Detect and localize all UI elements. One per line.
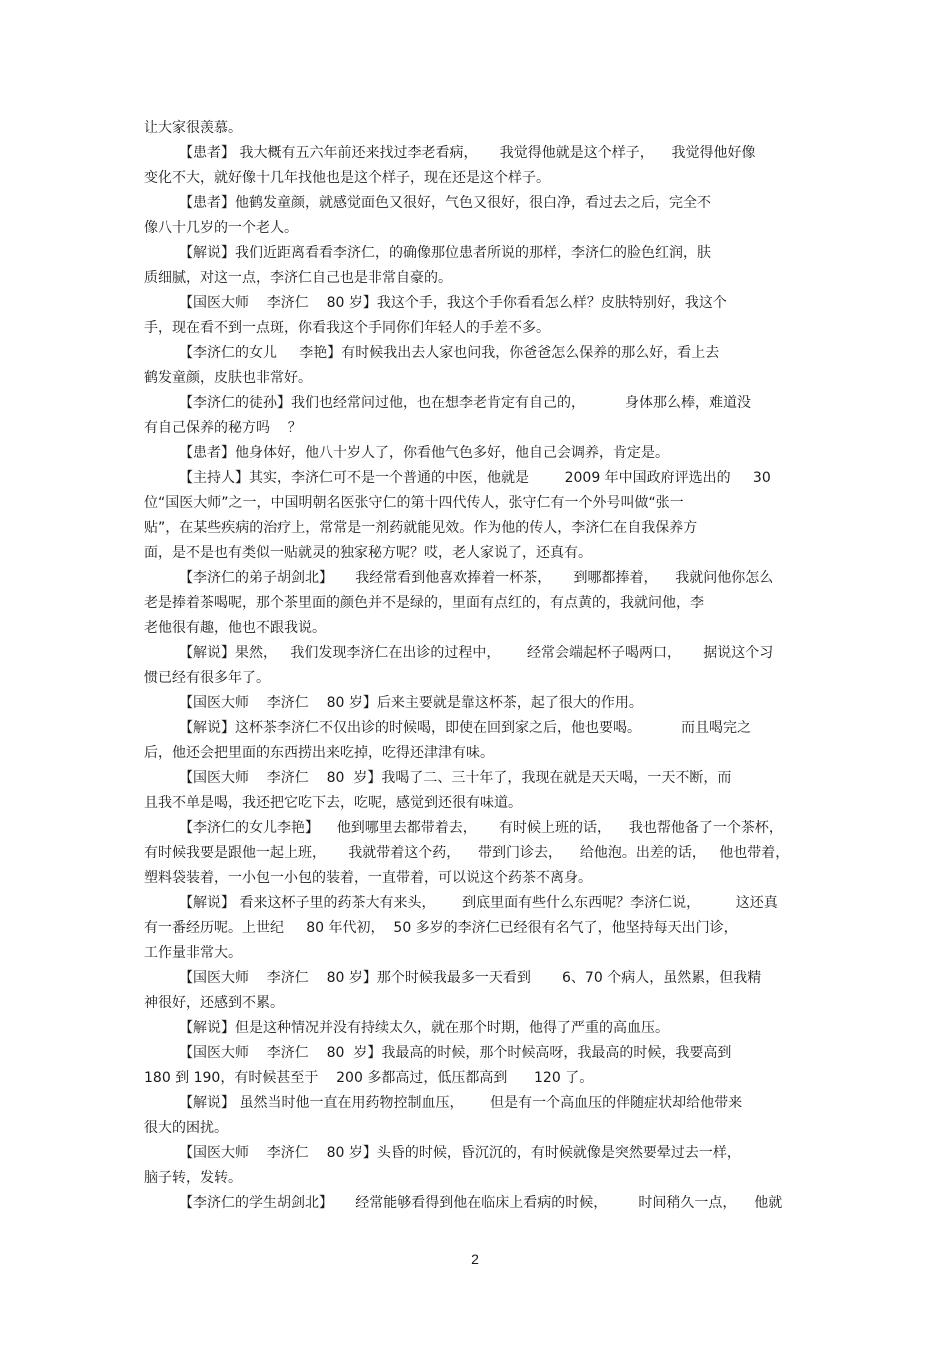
paragraph-first-line: 【李济仁的女儿 李艳】有时候我出去人家也问我，你爸爸怎么保养的那么好，看上去 [179, 345, 720, 361]
paragraph-first-line: 【主持人】其实，李济仁可不是一个普通的中医，他就是 2009 年中国政府评选出的 30 [179, 470, 771, 486]
paragraph-first-line: 【国医大师 李济仁 80 岁】那个时候我最多一天看到 6、70 个病人，虽然累，但我精 [179, 970, 762, 986]
paragraph-first-line: 【患者】他身体好，他八十岁人了，你看他气色多好，他自己会调养，肯定是。 [179, 445, 669, 461]
paragraph-line: 像八十几岁的一个老人。 [144, 220, 298, 236]
paragraph-first-line: 【解说】这杯茶李济仁不仅出诊的时候喝，即使在回到家之后，他也要喝。 而且喝完之 [179, 720, 752, 736]
paragraph-first-line: 【国医大师 李济仁 80 岁】我这个手，我这个手你看看怎么样？皮肤特别好，我这个 [179, 295, 727, 311]
paragraph-line: 且我不单是喝，我还把它吃下去，吃呢，感觉到还很有味道。 [144, 795, 522, 811]
paragraph-line: 180 到 190，有时候甚至于 200 多都高过，低压都高到 120 了。 [144, 1070, 594, 1086]
paragraph-first-line: 【国医大师 李济仁 80 岁】我最高的时候，那个时候高呀，我最高的时候，我要高到 [179, 1045, 732, 1061]
body-text [144, 116, 809, 1216]
paragraph-line: 鹤发童颜，皮肤也非常好。 [144, 370, 312, 386]
paragraph-line: 让大家很羡慕。 [144, 120, 242, 136]
paragraph-line: 变化不大，就好像十几年找他也是这个样子，现在还是这个样子。 [144, 170, 550, 186]
paragraph-line: 塑料袋装着，一小包一小包的装着，一直带着，可以说这个药茶不离身。 [144, 870, 592, 886]
paragraph-line: 老是捧着茶喝呢，那个茶里面的颜色并不是绿的，里面有点红的，有点黄的，我就问他，李 [144, 595, 704, 611]
paragraph-first-line: 【国医大师 李济仁 80 岁】头昏的时候，昏沉沉的，有时候就像是突然要晕过去一样， [179, 1145, 741, 1161]
paragraph-first-line: 【解说】 虽然当时他一直在用药物控制血压， 但是有一个高血压的伴随症状却给他带来 [179, 1095, 743, 1111]
paragraph-line: 工作量非常大。 [144, 945, 242, 961]
paragraph-line: 有时候我要是跟他一起上班， 我就带着这个药， 带到门诊去， 给他泡。出差的话， 他也带着， [144, 845, 790, 861]
paragraph-line: 神很好，还感到不累。 [144, 995, 284, 1011]
paragraph-first-line: 【李济仁的徒孙】我们也经常问过他，也在想李老肯定有自己的， 身体那么棒，难道没 [179, 395, 752, 411]
paragraph-first-line: 【解说】果然， 我们发现李济仁在出诊的过程中， 经常会端起杯子喝两口， 据说这个习 [179, 645, 774, 661]
paragraph-line: 很大的困扰。 [144, 1120, 228, 1136]
paragraph-first-line: 【患者】他鹤发童颜，就感觉面色又很好，气色又很好，很白净，看过去之后，完全不 [179, 195, 711, 211]
paragraph-first-line: 【李济仁的学生胡剑北】 经常能够看得到他在临床上看病的时候， 时间稍久一点， 他就 [179, 1195, 783, 1211]
paragraph-line: 位“国医大师”之一，中国明朝名医张守仁的第十四代传人，张守仁有一个外号叫做“张一 [144, 495, 684, 511]
page-number: 2 [471, 1251, 479, 1267]
paragraph-line: 老他很有趣，他也不跟我说。 [144, 620, 326, 636]
paragraph-line: 质细腻，对这一点，李济仁自己也是非常自豪的。 [144, 270, 452, 286]
paragraph-line: 脑子转，发转。 [144, 1170, 242, 1186]
paragraph-line: 有一番经历呢。上世纪 80 年代初， 50 多岁的李济仁已经很有名气了，他坚持每天出门诊， [144, 920, 738, 936]
paragraph-first-line: 【解说】 看来这杯子里的药茶大有来头， 到底里面有些什么东西呢？李济仁说， 这还真 [179, 895, 778, 911]
paragraph-line: 有自己保养的秘方吗 ？ [144, 420, 302, 436]
paragraph-first-line: 【国医大师 李济仁 80 岁】后来主要就是靠这杯茶，起了很大的作用。 [179, 695, 643, 711]
paragraph-line: 贴”，在某些疾病的治疗上，常常是一剂药就能见效。作为他的传人，李济仁在自我保养方 [144, 520, 698, 536]
paragraph-first-line: 【李济仁的女儿李艳】 他到哪里去都带着去， 有时候上班的话， 我也帮他备了一个茶杯， [179, 820, 783, 836]
paragraph-line: 惯已经有很多年了。 [144, 670, 270, 686]
paragraph-line: 后，他还会把里面的东西捞出来吃掉，吃得还津津有味。 [144, 745, 494, 761]
paragraph-first-line: 【解说】我们近距离看看李济仁，的确像那位患者所说的那样，李济仁的脸色红润，肤 [179, 245, 711, 261]
paragraph-first-line: 【解说】但是这种情况并没有持续太久，就在那个时期，他得了严重的高血压。 [179, 1020, 669, 1036]
paragraph-first-line: 【李济仁的弟子胡剑北】 我经常看到他喜欢捧着一杯茶， 到哪都捧着， 我就问他你怎么 [179, 570, 774, 586]
paragraph-line: 手，现在看不到一点斑，你看我这个手同你们年轻人的手差不多。 [144, 320, 550, 336]
paragraph-line: 面，是不是也有类似一贴就灵的独家秘方呢？哎，老人家说了，还真有。 [144, 545, 592, 561]
paragraph-first-line: 【患者】 我大概有五六年前还来找过李老看病， 我觉得他就是这个样子， 我觉得他好像 [179, 145, 756, 161]
paragraph-first-line: 【国医大师 李济仁 80 岁】我喝了二、三十年了，我现在就是天天喝，一天不断，而 [179, 770, 732, 786]
